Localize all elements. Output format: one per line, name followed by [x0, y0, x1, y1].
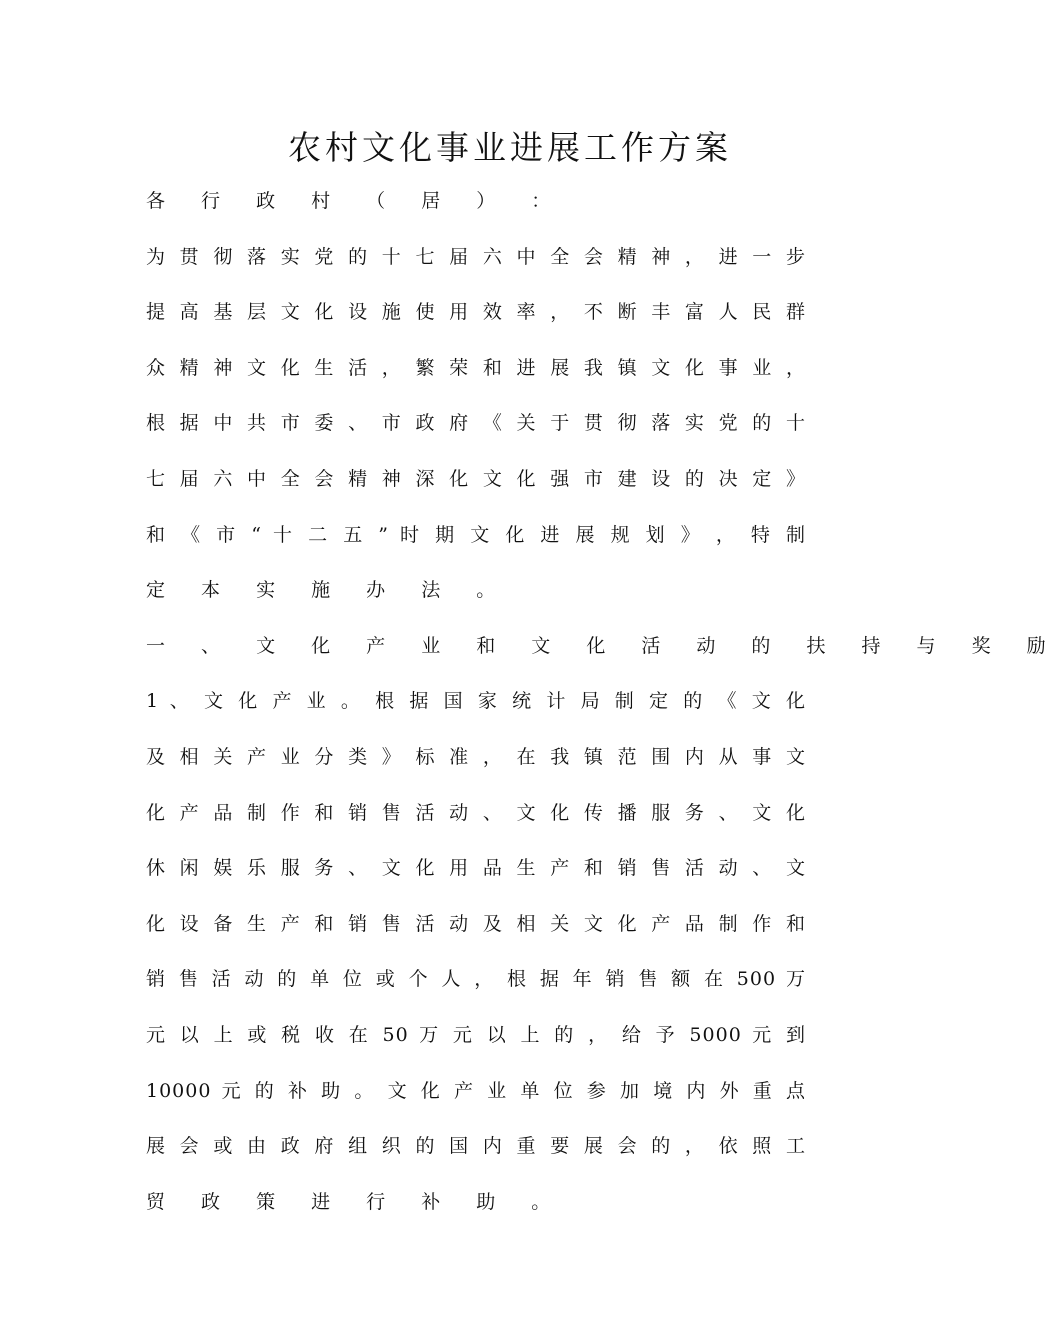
section-heading: 一 、 文 化 产 业 和 文 化 活 动 的 扶 持 与 奖 励	[146, 634, 1061, 657]
body-line: 为 贯 彻 落 实 党 的 十 七 届 六 中 全 会 精 神 ， 进 一 步	[146, 245, 806, 268]
body-line: 10000 元 的 补 助 。 文 化 产 业 单 位 参 加 境 内 外 重 点	[146, 1079, 806, 1102]
body-line: 贸 政 策 进 行 补 助 。	[146, 1190, 566, 1213]
body-line: 化 产 品 制 作 和 销 售 活 动 、 文 化 传 播 服 务 、 文 化	[146, 801, 806, 824]
document-title: 农村文化事业进展工作方案	[288, 128, 732, 167]
body-line: 及 相 关 产 业 分 类 》 标 准 ， 在 我 镇 范 围 内 从 事 文	[146, 745, 806, 768]
salutation-line: 各 行 政 村 （ 居 ） ：	[146, 190, 566, 212]
body-line: 提 高 基 层 文 化 设 施 使 用 效 率 ， 不 断 丰 富 人 民 群	[146, 301, 806, 324]
body-line: 展 会 或 由 政 府 组 织 的 国 内 重 要 展 会 的 ， 依 照 工	[146, 1135, 806, 1158]
body-line: 销 售 活 动 的 单 位 或 个 人 ， 根 据 年 销 售 额 在 500 万	[146, 968, 806, 991]
body-line: 化 设 备 生 产 和 销 售 活 动 及 相 关 文 化 产 品 制 作 和	[146, 912, 806, 935]
body-line: 1 、 文 化 产 业 。 根 据 国 家 统 计 局 制 定 的 《 文 化	[146, 690, 806, 713]
body-line: 元 以 上 或 税 收 在 50 万 元 以 上 的 ， 给 予 5000 元 到	[146, 1023, 806, 1046]
body-line: 七 届 六 中 全 会 精 神 深 化 文 化 强 市 建 设 的 决 定 》	[146, 467, 806, 490]
body-line: 休 闲 娱 乐 服 务 、 文 化 用 品 生 产 和 销 售 活 动 、 文	[146, 857, 806, 880]
body-line: 定 本 实 施 办 法 。	[146, 579, 511, 602]
document-body	[146, 178, 1061, 1234]
body-line: 众 精 神 文 化 生 活 ， 繁 荣 和 进 展 我 镇 文 化 事 业 ，	[146, 356, 806, 379]
body-line: 和 《 市 “ 十 二 五 ” 时 期 文 化 进 展 规 划 》 ， 特 制	[146, 523, 806, 546]
body-line: 根 据 中 共 市 委 、 市 政 府 《 关 于 贯 彻 落 实 党 的 十	[146, 412, 806, 435]
